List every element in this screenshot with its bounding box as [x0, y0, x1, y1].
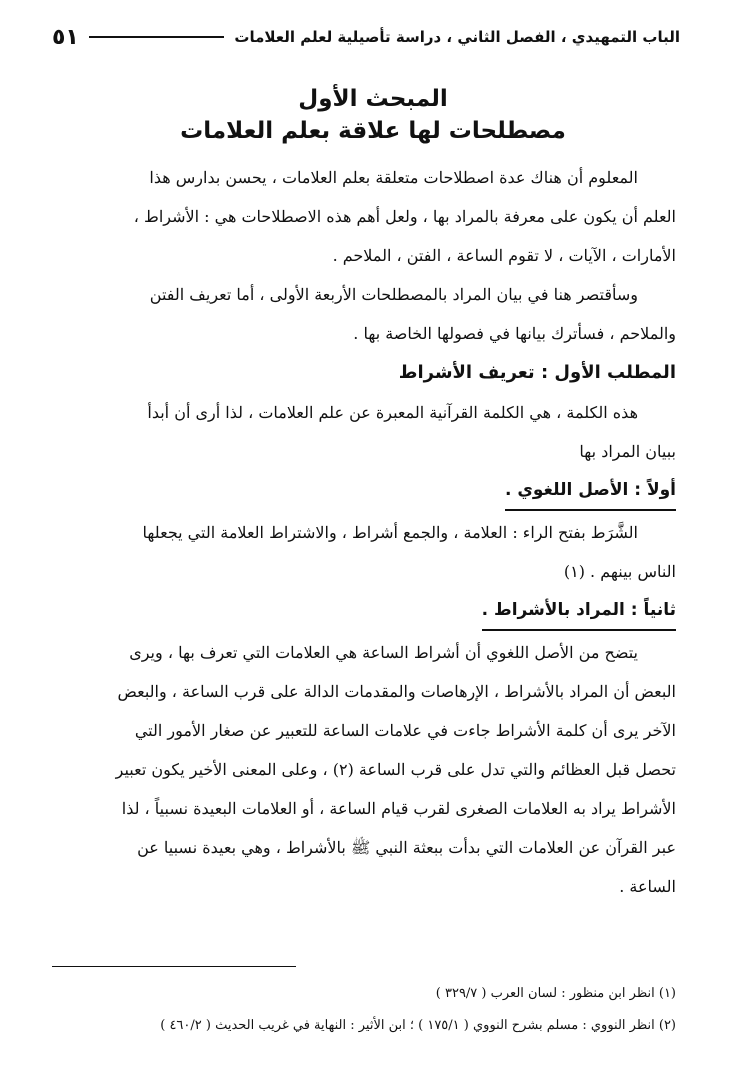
- section-paragraph: [52, 393, 676, 471]
- text-line: المعلوم أن هناك عدة اصطلاحات متعلقة بعلم العلامات ، يحسن بدارس هذا: [149, 168, 638, 187]
- footnotes: [52, 978, 676, 1042]
- page-number: ٥١: [52, 24, 79, 50]
- running-header: [52, 22, 680, 52]
- text-line: وسأقتصر هنا في بيان المراد بالمصطلحات الأربعة الأولى ، أما تعريف الفتن: [149, 285, 638, 304]
- linguistic-paragraph: [52, 513, 676, 591]
- meaning-paragraph: [52, 633, 676, 906]
- footnote-rule: [52, 966, 296, 967]
- footnote-1: (١) انظر ابن منظور : لسان العرب ( ٣٢٩/٧ ): [435, 986, 676, 1001]
- subheading-row: [52, 591, 676, 633]
- text-line: والملاحم ، فسأترك بيانها في فصولها الخاصة بها .: [353, 324, 676, 343]
- subheading-row: [52, 471, 676, 513]
- intro-paragraph-2: [52, 275, 676, 353]
- text-line: عبر القرآن عن العلامات التي بدأت ببعثة النبي ﷺ بالأشراط ، وهي بعيدة نسبيا عن: [137, 838, 676, 857]
- text-line: الأشراط يراد به العلامات الصغرى لقرب قيام الساعة ، أو العلامات البعيدة نسبياً ، لذا: [121, 799, 676, 818]
- text-line: يتضح من الأصل اللغوي أن أشراط الساعة هي العلامات التي تعرف بها ، ويرى: [129, 643, 638, 662]
- text-line: البعض أن المراد بالأشراط ، الإرهاصات والمقدمات الدالة على قرب الساعة ، والبعض: [117, 682, 676, 701]
- text-line: الشَّرَط بفتح الراء : العلامة ، والجمع أشراط ، والاشتراط العلامة التي يجعلها: [142, 523, 638, 542]
- text-line: الساعة .: [619, 877, 676, 896]
- text-line: تحصل قبل العظائم والتي تدل على قرب الساعة (٢) ، وعلى المعنى الأخير يكون تعبير: [115, 760, 676, 779]
- running-title: الباب التمهيدي ، الفصل الثاني ، دراسة تأصيلية لعلم العلامات: [234, 28, 680, 46]
- page-body: [52, 158, 676, 906]
- chapter-subheading: مصطلحات لها علاقة بعلم العلامات: [180, 118, 566, 144]
- section-heading: المطلب الأول : تعريف الأشراط: [398, 362, 676, 383]
- text-line: الناس بينهم . (١): [563, 562, 676, 581]
- subheading-linguistic-origin: أولاً : الأصل اللغوي .: [505, 471, 676, 511]
- text-line: الأمارات ، الآيات ، لا تقوم الساعة ، الفتن ، الملاحم .: [332, 246, 676, 265]
- chapter-heading: المبحث الأول: [298, 86, 448, 112]
- text-line: ببيان المراد بها: [579, 442, 676, 461]
- text-line: العلم أن يكون على معرفة بالمراد بها ، ولعل أهم هذه الاصطلاحات هي : الأشراط ،: [133, 207, 676, 226]
- intro-paragraph-1: [52, 158, 676, 275]
- header-rule: [89, 36, 225, 38]
- footnote-2: (٢) انظر النووي : مسلم بشرح النووي ( ١٧٥/١ ) ؛ ابن الأثير : النهاية في غريب الحديث ( ٤٦٠/٢ ): [160, 1018, 676, 1033]
- text-line: الآخر يرى أن كلمة الأشراط جاءت في علامات الساعة للتعبير عن صغار الأمور التي: [134, 721, 676, 740]
- subheading-meaning: ثانياً : المراد بالأشراط .: [482, 591, 676, 631]
- text-line: هذه الكلمة ، هي الكلمة القرآنية المعبرة عن علم العلامات ، لذا أرى أن أبدأ: [147, 403, 638, 422]
